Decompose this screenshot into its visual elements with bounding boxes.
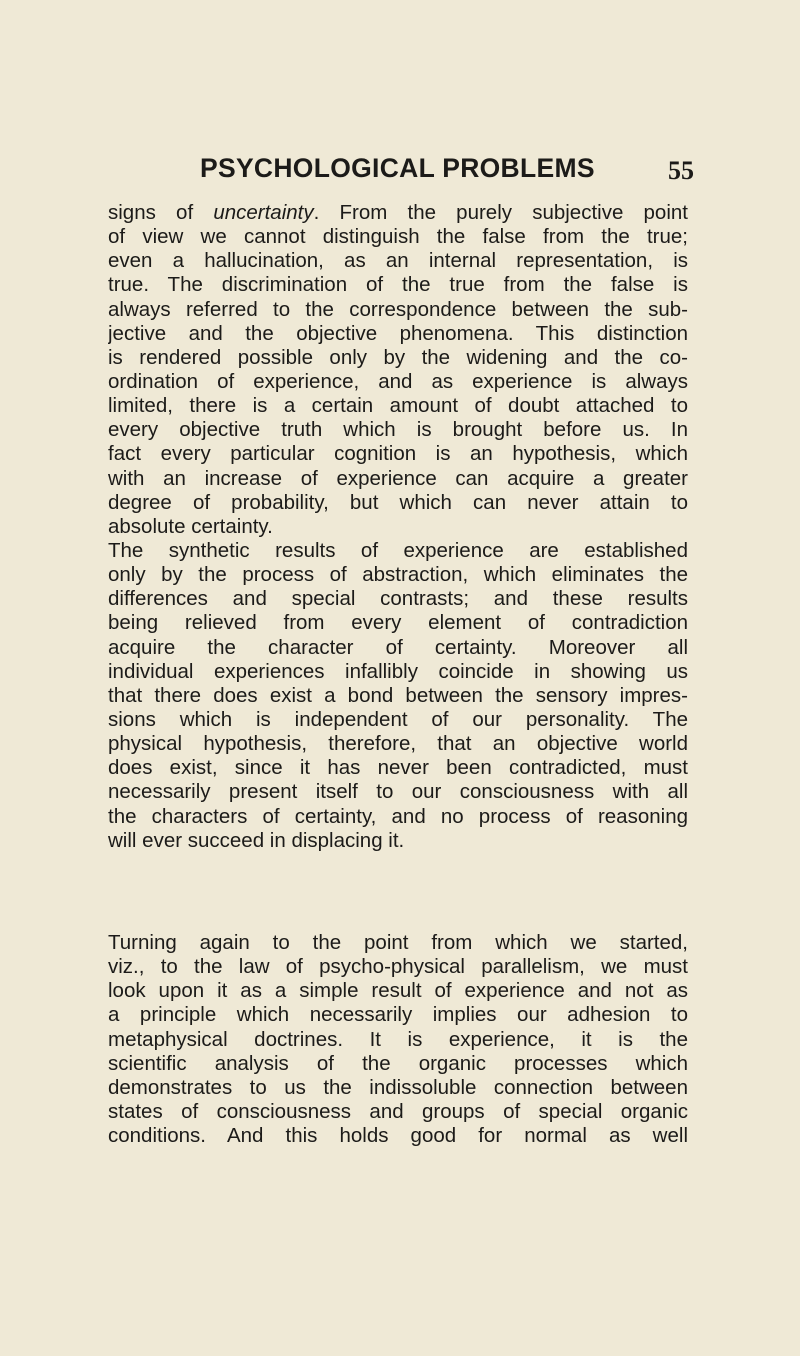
text-line: acquire the character of certainty. Moreover all: [108, 635, 688, 659]
text-line: that there does exist a bond between the sensory impres-: [108, 683, 688, 707]
text-line: fact every particular cognition is an hypothesis, which: [108, 442, 688, 466]
text-line: of view we cannot distinguish the false from the true;: [108, 225, 688, 249]
text-line: does exist, since it has never been contradicted, must: [108, 756, 688, 780]
text-line: true. The discrimination of the true from the false is: [108, 273, 688, 297]
running-head-title: PSYCHOLOGICAL PROBLEMS: [200, 153, 595, 183]
text-line: Turning again to the point from which we started,: [108, 931, 688, 954]
text-line: limited, there is a certain amount of doubt attached to: [108, 394, 688, 418]
text-line: physical hypothesis, therefore, that an objective world: [108, 732, 688, 756]
text-line: individual experiences infallibly coincide in showing us: [108, 659, 688, 683]
paragraph-continued: [108, 201, 688, 853]
text-line: necessarily present itself to our consciousness with all: [108, 780, 688, 804]
text-line: scientific analysis of the organic processes which: [108, 1051, 688, 1075]
emphasis-uncertainty: uncertainty: [213, 201, 314, 224]
text-line: always referred to the correspondence between the sub-: [108, 297, 688, 321]
text-line: only by the process of abstraction, which eliminates the: [108, 563, 688, 587]
page-number: 55: [668, 156, 694, 185]
text-line: differences and special contrasts; and these results: [108, 587, 688, 611]
text-line: The synthetic results of experience are established: [108, 538, 688, 562]
text-line: will ever succeed in displacing it.: [108, 828, 405, 852]
running-head: [0, 148, 800, 188]
text-line: viz., to the law of psycho-physical parallelism, we must: [108, 955, 688, 979]
text-line: being relieved from every element of contradiction: [108, 611, 688, 635]
text-line: jective and the objective phenomena. This distinction: [108, 321, 688, 345]
text-line: conditions. And this holds good for normal as well: [108, 1124, 688, 1148]
text-line: states of consciousness and groups of special organic: [108, 1099, 688, 1123]
text-line: demonstrates to us the indissoluble connection between: [108, 1075, 688, 1099]
text-line: the characters of certainty, and no process of reasoning: [108, 804, 688, 828]
text-line: with an increase of experience can acquire a greater: [108, 466, 688, 490]
text-line: even a hallucination, as an internal representation, is: [108, 249, 688, 273]
text-line: degree of probability, but which can never attain to: [108, 490, 688, 514]
text-line: absolute certainty.: [108, 514, 273, 538]
text-line: sions which is independent of our personality. The: [108, 707, 688, 731]
text-line: every objective truth which is brought before us. In: [108, 418, 688, 442]
paragraph-turning-again: [108, 931, 688, 1148]
text-line: a principle which necessarily implies our adhesion to: [108, 1003, 688, 1027]
text-line: look upon it as a simple result of experience and not as: [108, 979, 688, 1003]
text-line: is rendered possible only by the widening and the co-: [108, 345, 688, 369]
text-line: metaphysical doctrines. It is experience, it is the: [108, 1027, 688, 1051]
text-line: ordination of experience, and as experience is always: [108, 369, 688, 393]
text-line: signs of uncertainty. From the purely subjective point: [108, 201, 688, 224]
